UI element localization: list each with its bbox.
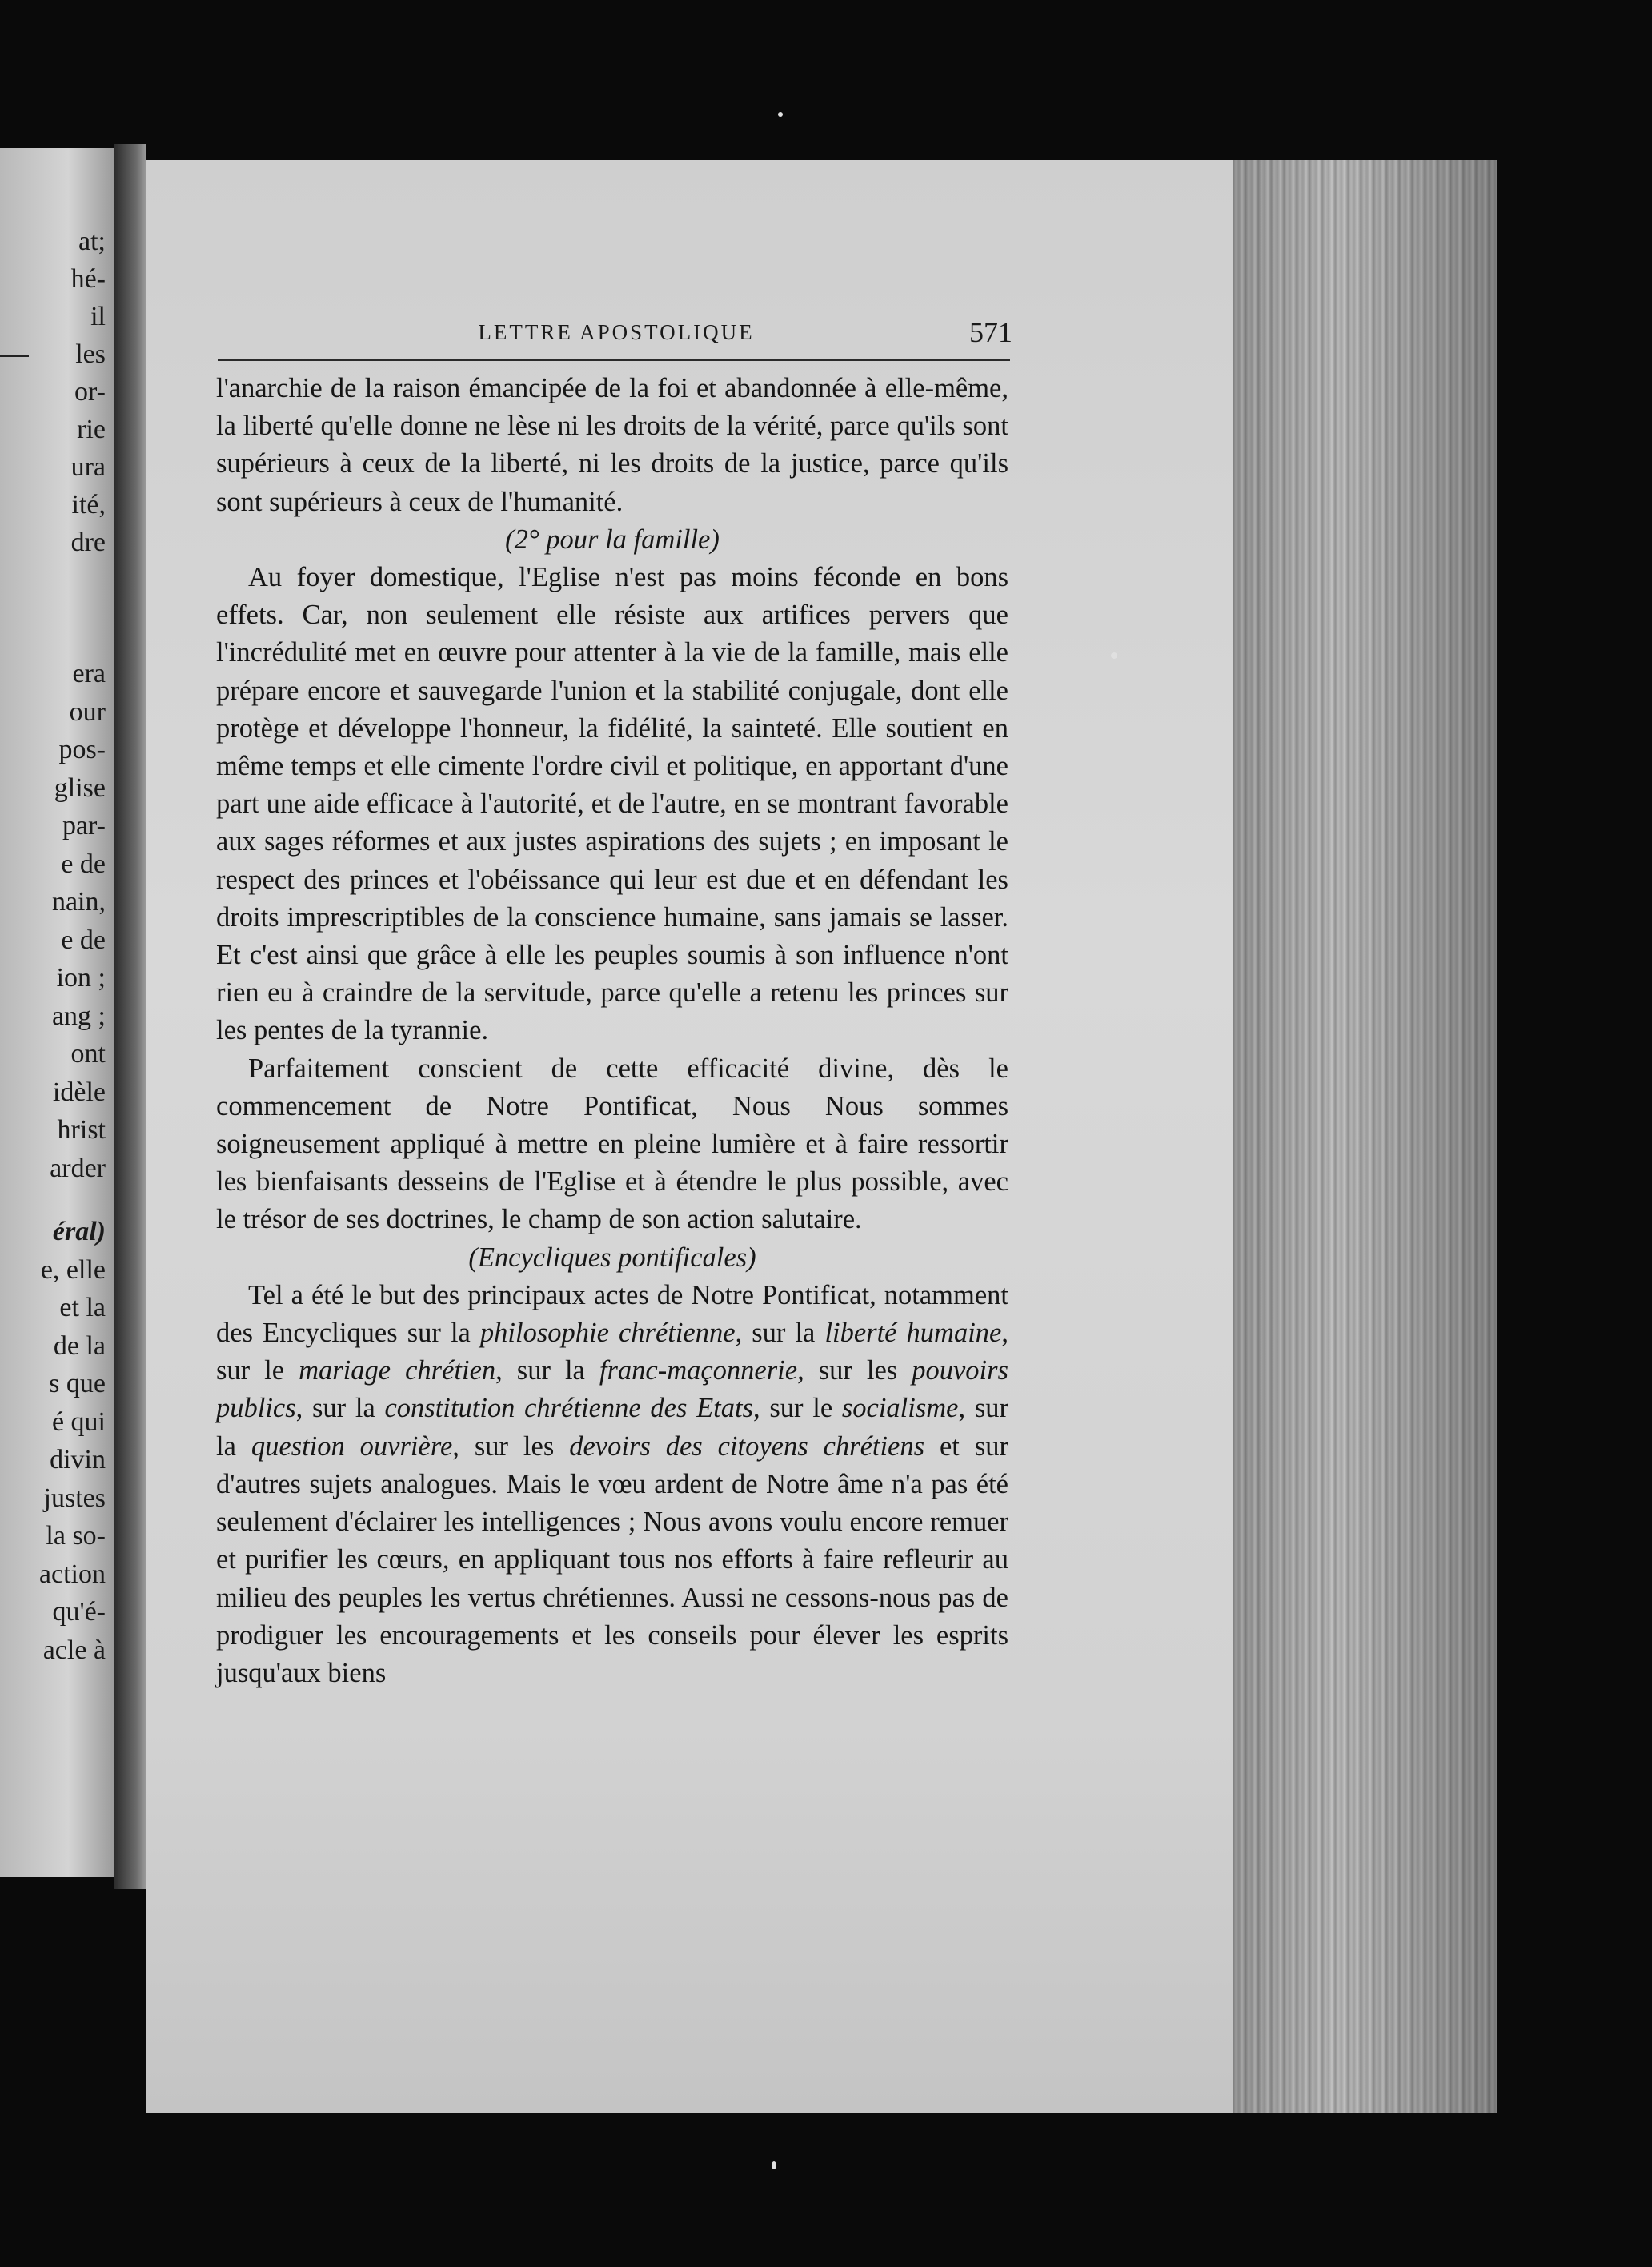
previous-page-line-fragment: ura [70,452,106,482]
italic-title: mariage chrétien [299,1355,496,1386]
previous-page-line-fragment: justes [43,1483,106,1513]
previous-page-line-fragment: or- [74,377,106,407]
paragraph-foyer-domestique: Au foyer domestique, l'Eglise n'est pas moins féconde en bons effets. Car, non seulement elle résiste aux artifices pervers que l'incrédulité met en œuvre pour attenter à la vie de la famille, mais elle prépare encore et sauvegarde l'union et la stabilité conjugale, dont elle protège et développe l'honneur, la fidélité, la sainteté. Elle soutient en même temps et elle cimente l'ordre civil et politique, en apportant d'une part une aide efficace à l'autorité, et de l'autre, en se montrant favorable aux sages réformes et aux justes aspirations des sujets ; en imposant le respect des princes et l'obéissance qui leur est due et en défendant les droits imprescriptibles de la conscience humaine, sans jamais se lasser. Et c'est ainsi que grâce à elle les peuples soumis à son influence n'ont rien eu à craindre de la servitude, parce qu'elle a retenu les princes sur les pentes de la tyrannie. [216,562,1008,1046]
dust-speck [778,112,783,117]
previous-page-line-fragment: idèle [52,1077,106,1107]
previous-page-line-fragment: our [69,696,106,727]
previous-page-line-fragment: hé- [70,264,106,294]
text-run: , sur la [495,1355,599,1386]
previous-page-line-fragment: action [38,1559,106,1589]
previous-page-line-fragment: la so- [46,1521,106,1551]
text-run: , sur la [295,1393,385,1424]
previous-page-line-fragment: de la [53,1330,106,1361]
previous-page-line-fragment: rie [77,415,106,444]
previous-page-line-fragment: s que [49,1369,106,1398]
text-run: , sur les [797,1355,912,1386]
dust-speck [772,2161,776,2169]
previous-page-line-fragment: ang ; [51,1001,106,1031]
previous-page-line-fragment: e de [61,925,106,955]
previous-page-line-fragment: é qui [51,1406,106,1437]
italic-title: socialisme [841,1393,959,1424]
italic-title: liberté humaine [824,1318,1002,1349]
italic-title: pouvoirs publics [216,1355,1008,1424]
header-rule [218,359,1010,361]
previous-page-line-fragment: éral) [52,1217,106,1246]
section-heading-encycliques: (Encycliques pontificales) [468,1242,756,1273]
section-heading-famille: (2° pour la famille) [505,524,720,555]
text-run: Tel a été le but des principaux actes de Notre Pontificat, notamment des Encycliques sur la [216,1279,1008,1349]
paragraph-encycliques [216,1277,1008,1692]
previous-page-line-fragment: les [75,339,106,369]
paragraph-continuation: l'anarchie de la raison émancipée de la foi et abandonnée à elle-même, la liberté qu'elle donne ne lèse ni les droits de la vérité, parce qu'ils sont supérieurs à ceux de la liberté, ni les droits de la justice, parce qu'ils sont supérieurs à ceux de l'humanité. [216,373,1008,517]
previous-page-line-fragment: ion ; [56,963,106,993]
previous-page-line-fragment: e, elle [40,1254,106,1285]
italic-title: franc-maçonnerie [599,1355,798,1386]
previous-page-line-fragment: era [72,659,106,688]
dust-speck [1111,652,1117,659]
previous-page-line-fragment: e de [61,849,106,879]
page-number: 571 [969,316,1012,348]
previous-page-line-fragment: et la [59,1293,106,1322]
previous-page-line-fragment: arder [50,1153,106,1183]
previous-page-line-fragment: at; [78,227,106,256]
text-run: , sur le [753,1393,842,1424]
running-head [220,315,1012,355]
previous-page-line-fragment: par- [62,811,106,841]
text-run: , sur la [735,1318,825,1349]
text-run: , sur les [452,1430,570,1462]
page-body [216,370,1008,1692]
running-head-title: LETTRE APOSTOLIQUE [478,320,755,344]
book-fore-edge [1233,160,1497,2113]
text-run: , sur la [216,1393,1008,1462]
previous-page-line-fragment: glise [54,772,106,803]
previous-page-line-fragment: ité, [71,490,106,520]
previous-page-line-fragment: divin [50,1445,106,1475]
paragraph-pontificat: Parfaitement conscient de cette efficacité divine, dès le commencement de Notre Pontificat, Nous Nous sommes soigneusement appliqué à mettre en pleine lumière et à faire ressortir les bienfaisants desseins de l'Eglise et à étendre le plus possible, avec le trésor de ses doctrines, le champ de son action salutaire. [216,1053,1008,1235]
previous-page-line-fragment: ont [70,1039,106,1069]
text-run: , sur le [216,1318,1008,1386]
italic-title: constitution chrétienne des Etats [384,1393,754,1424]
previous-page-line-fragment: il [90,302,106,331]
previous-page-fragment [0,148,114,1877]
text-run: et sur d'autres sujets analogues. Mais le vœu ardent de Notre âme n'a pas été seulement d'éclairer les intelligences ; Nous avons voulu encore remuer et purifier les cœurs, en appliquant tous nos efforts à faire refleurir au milieu des peuples les vertus chrétiennes. Aussi ne cessons-nous pas de prodiguer les encouragements et les conseils pour élever les esprits jusqu'aux biens [216,1430,1008,1688]
italic-title: philosophie chrétienne [479,1318,736,1349]
previous-page-line-fragment: qu'é- [52,1597,106,1627]
previous-page-line-fragment: dre [70,528,106,557]
previous-page-line-fragment: hrist [57,1115,106,1145]
previous-page-line-fragment: pos- [58,735,106,764]
previous-page-line-fragment: nain, [51,887,106,917]
italic-title: question ouvrière [251,1430,453,1462]
book-gutter [114,144,146,1889]
italic-title: devoirs des citoyens chrétiens [569,1430,925,1462]
previous-page-line-fragment: acle à [42,1635,106,1665]
